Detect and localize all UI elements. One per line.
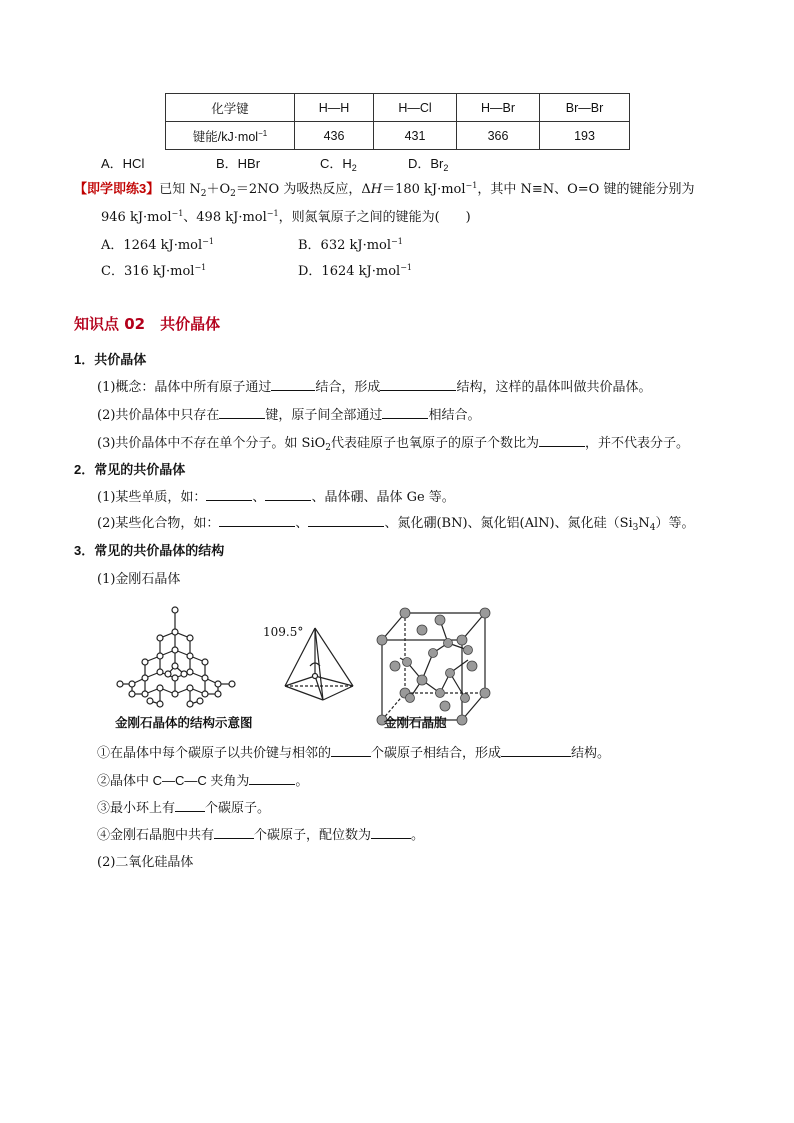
blank[interactable]: [175, 798, 205, 812]
subheading-diamond: (1)金刚石晶体: [97, 572, 181, 587]
table-cell: 431: [374, 122, 457, 150]
blank[interactable]: [331, 743, 371, 757]
blank[interactable]: [214, 825, 254, 839]
s3-q3: ③最小环上有 个碳原子。: [97, 800, 271, 815]
blank[interactable]: [371, 825, 411, 839]
practice-3-line2: 946 kJ·mol$^{-1}$、498 kJ·mol$^{-1}$，则氮氧原子之间的键能为( ): [101, 209, 471, 225]
table-header: H—Cl: [374, 94, 457, 122]
practice-3-option-a: A．1264 kJ·mol$^{-1}$: [101, 237, 214, 253]
blank[interactable]: [219, 513, 295, 527]
blank[interactable]: [539, 433, 585, 447]
option-d: D．$Br_2$: [408, 156, 449, 173]
s2-line1: (1)某些单质，如： 、 、晶体硼、晶体 Ge 等。: [97, 486, 455, 505]
table-header: 化学键: [166, 94, 295, 122]
bond-energy-table: [165, 93, 630, 150]
diamond-network-diagram: [117, 607, 235, 707]
s3-q2: ②晶体中 C—C—C 夹角为 。: [97, 773, 309, 788]
blank[interactable]: [308, 513, 384, 527]
section-title: 知识点 02 共价晶体: [74, 315, 221, 333]
blank[interactable]: [501, 743, 571, 757]
table-cell: 436: [295, 122, 374, 150]
heading-2: 2．常见的共价晶体: [74, 462, 186, 477]
practice-3-option-c: C．316 kJ·mol$^{-1}$: [101, 263, 207, 279]
practice-tag: 【即学即练3】: [74, 181, 160, 196]
blank[interactable]: [382, 405, 428, 419]
table-cell: 366: [457, 122, 540, 150]
s3-q1: ①在晶体中每个碳原子以共价键与相邻的 个碳原子相结合，形成 结构。: [97, 745, 611, 760]
s1-line1: (1)概念：晶体中所有原子通过 结合，形成 结构，这样的晶体叫做共价晶体。: [97, 376, 651, 395]
table-header-row: [166, 94, 630, 122]
s3-q4: ④金刚石晶胞中共有 个碳原子，配位数为 。: [97, 827, 425, 842]
s2-line2: (2)某些化合物，如： 、 、氮化硼(BN)、氮化铝(AlN)、氮化硅$(Si_3N_4)$等。: [97, 512, 695, 533]
bond-angle-label: 109.5°: [263, 625, 304, 639]
figure-caption-unit-cell: 金刚石晶胞: [384, 716, 447, 730]
blank[interactable]: [219, 405, 265, 419]
blank[interactable]: [265, 487, 311, 501]
s1-line2: (2)共价晶体中只存在 键，原子间全部通过 相结合。: [97, 404, 480, 423]
s1-line3: (3)共价晶体中不存在单个分子。如 SiO$_2$代表硅原子也氧原子的原子个数比为 ，并不代表分子。: [97, 432, 689, 453]
table-row-label: 键能/kJ·mol$^{-1}$: [166, 122, 295, 150]
table-header: Br—Br: [540, 94, 630, 122]
option-b: B．HBr: [216, 156, 261, 171]
table-header: H—H: [295, 94, 374, 122]
practice-3-option-b: B．632 kJ·mol$^{-1}$: [298, 237, 403, 253]
blank[interactable]: [271, 377, 315, 391]
heading-1: 1．共价晶体: [74, 352, 147, 367]
blank[interactable]: [206, 487, 252, 501]
subheading-silica: (2)二氧化硅晶体: [97, 855, 194, 870]
practice-3-option-d: D．1624 kJ·mol$^{-1}$: [298, 263, 412, 279]
table-row: [166, 122, 630, 150]
table-cell: 193: [540, 122, 630, 150]
practice-3-question: 【即学即练3】已知 $N_2+O_2=2NO$ 为吸热反应，ΔH＝180 kJ·mol$^{-1}$，其中 N≡N、O=O 键的键能分别为: [74, 181, 695, 199]
heading-3: 3．常见的共价晶体的结构: [74, 543, 225, 558]
table-header: H—Br: [457, 94, 540, 122]
option-a: A．HCl: [101, 156, 145, 171]
option-c: C．$H_2$: [320, 156, 357, 173]
blank[interactable]: [380, 377, 456, 391]
figure-caption-structure: 金刚石晶体的结构示意图: [115, 716, 253, 730]
blank[interactable]: [249, 771, 295, 785]
